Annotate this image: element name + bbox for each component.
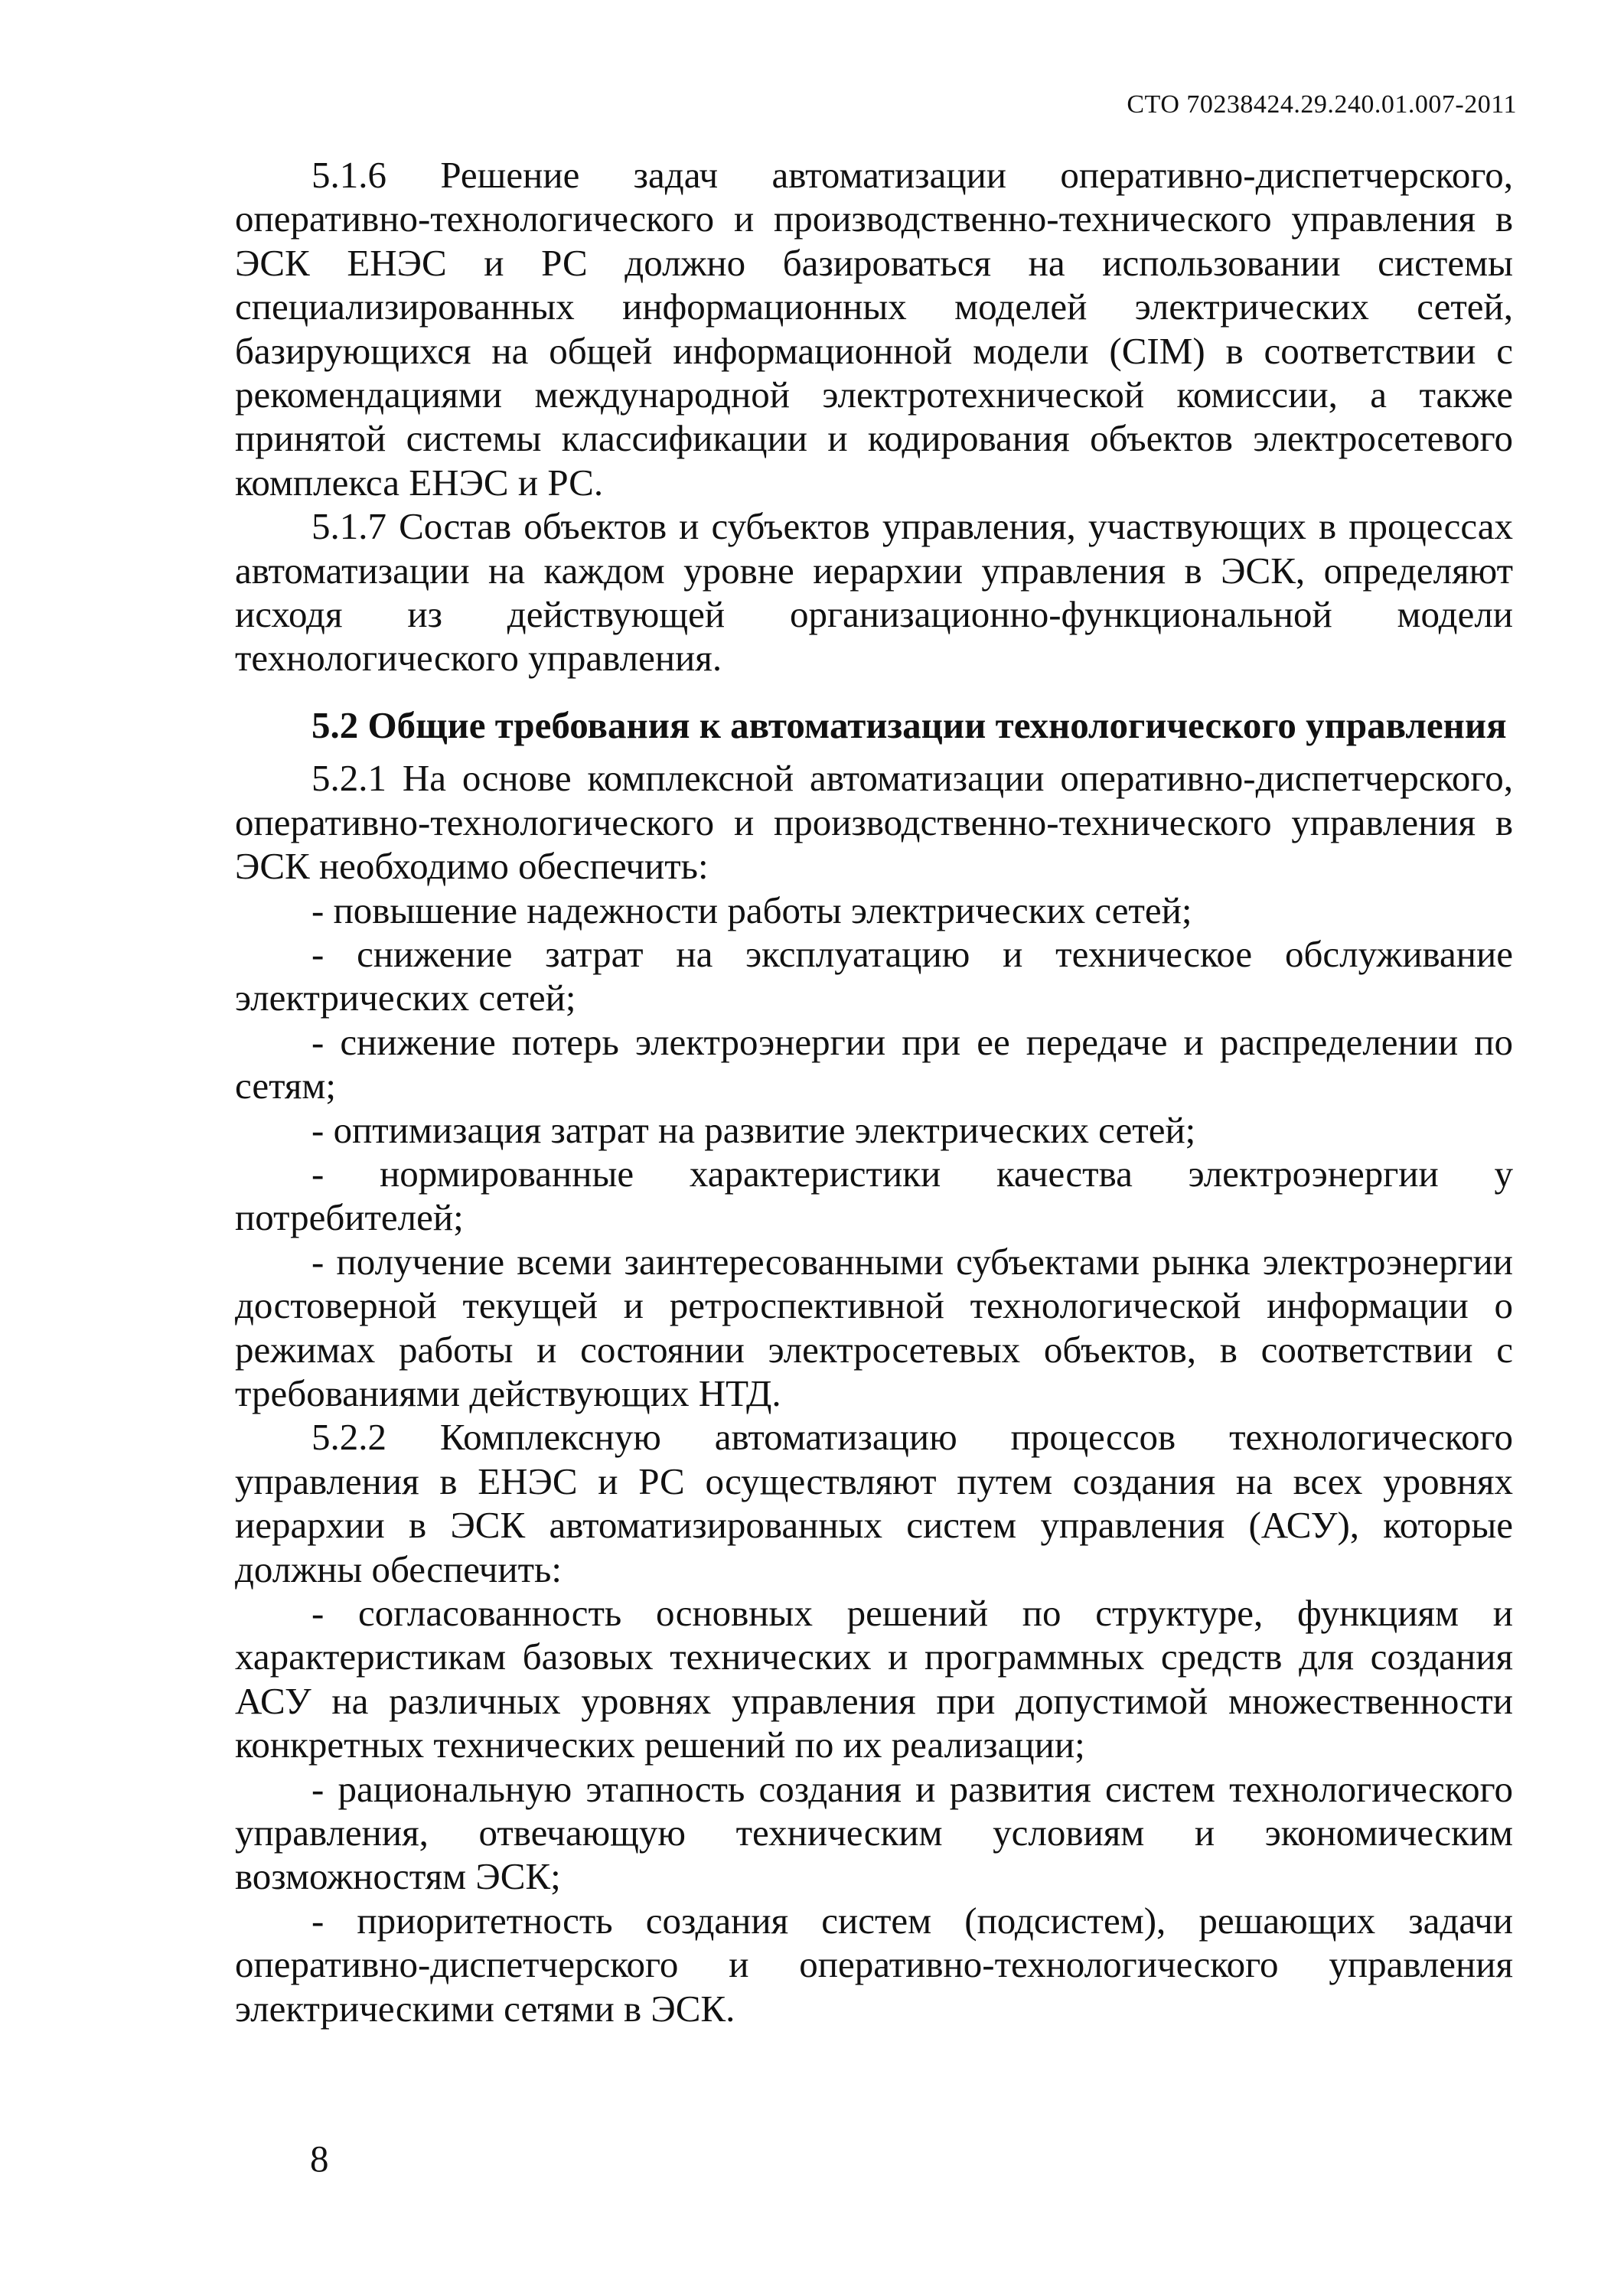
- list-item: - оптимизация затрат на развитие электрических сетей;: [311, 1108, 1196, 1151]
- paragraph-5-2-1: 5.2.1 На основе комплексной автоматизации оперативно-диспетчерского, оперативно-технологического и производственно-технического управления в ЭСК необходимо обеспечить:: [235, 757, 1513, 888]
- list-item: - нормированные характеристики качества электроэнергии у потребителей;: [235, 1152, 1513, 1239]
- list-item: - снижение затрат на эксплуатацию и техническое обслуживание электрических сетей;: [235, 932, 1513, 1019]
- list-item: - рациональную этапность создания и развития систем технологического управления, отвечающую техническим условиям и экономическим возможностям ЭСК;: [235, 1767, 1513, 1898]
- section-heading-5-2: 5.2 Общие требования к автоматизации технологического управления: [311, 703, 1507, 746]
- document-code: СТО 70238424.29.240.01.007-2011: [1127, 90, 1517, 119]
- paragraph-5-1-6: 5.1.6 Решение задач автоматизации оперативно-диспетчерского, оперативно-технологического и производственно-технического управления в ЭСК ЕНЭС и РС должно базироваться на использовании системы специализированных информационных моделей электрических сетей, базирующихся на общей информационной модели (CIM) в соответствии с рекомендациями международной электротехнической комиссии, а также принятой системы классификации и кодирования объектов электросетевого комплекса ЕНЭС и РС.: [235, 154, 1513, 504]
- list-item: - получение всеми заинтересованными субъектами рынка электроэнергии достоверной текущей и ретроспективной технологической информации о режимах работы и состоянии электросетевых объектов, в соответствии с требованиями действующих НТД.: [235, 1240, 1513, 1414]
- paragraph-5-1-7: 5.1.7 Состав объектов и субъектов управления, участвующих в процессах автоматизации на каждом уровне иерархии управления в ЭСК, определяют исходя из действующей организационно-функциональной модели технологического управления.: [235, 505, 1513, 680]
- list-item: - снижение потерь электроэнергии при ее передаче и распределении по сетям;: [235, 1020, 1513, 1107]
- page-number: 8: [310, 2138, 329, 2180]
- list-item: - приоритетность создания систем (подсистем), решающих задачи оперативно-диспетчерского и оперативно-технологического управления электрическими сетями в ЭСК.: [235, 1899, 1513, 2030]
- list-item: - согласованность основных решений по структуре, функциям и характеристикам базовых технических и программных средств для создания АСУ на различных уровнях управления при допустимой множественности конкретных технических решений по их реализации;: [235, 1592, 1513, 1766]
- page-body: [235, 153, 1513, 2030]
- list-item: - повышение надежности работы электрических сетей;: [311, 889, 1192, 931]
- paragraph-5-2-2: 5.2.2 Комплексную автоматизацию процессов технологического управления в ЕНЭС и РС осуществляют путем создания на всех уровнях иерархии в ЭСК автоматизированных систем управления (АСУ), которые должны обеспечить:: [235, 1416, 1513, 1590]
